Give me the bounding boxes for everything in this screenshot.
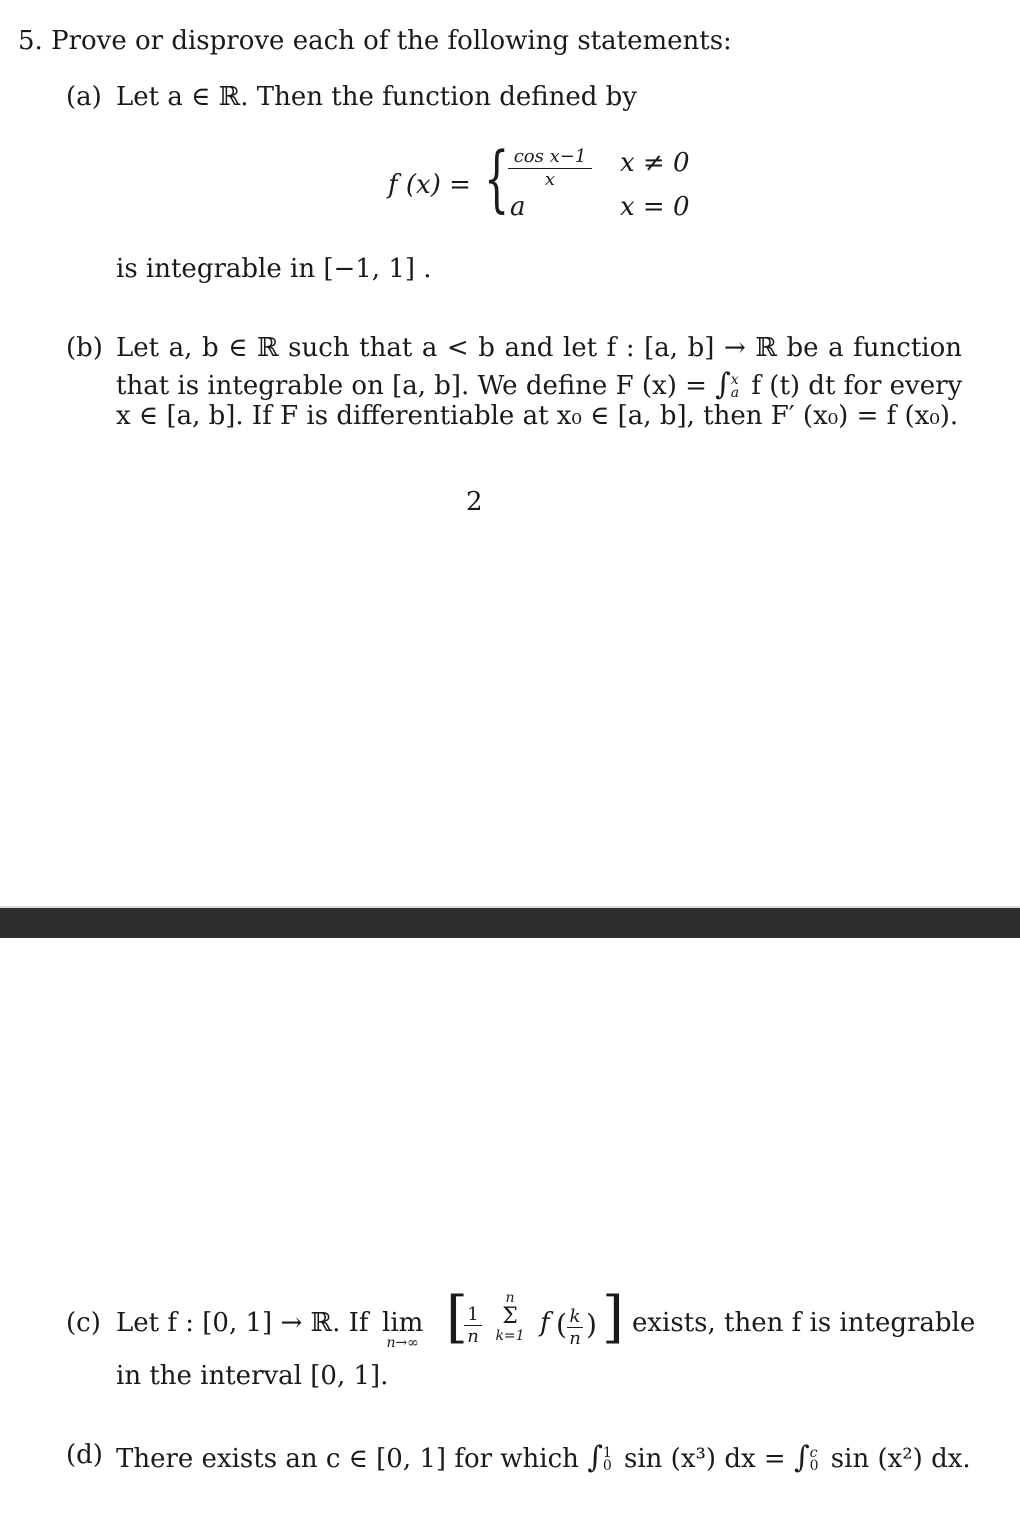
one-over-n [464, 1304, 482, 1347]
case2-condition: x = 0 [620, 192, 690, 222]
k-over-n [567, 1306, 583, 1349]
case1-denominator: x [544, 169, 556, 190]
case1-numerator: cos x−1 [508, 146, 592, 169]
paren-close: ) [586, 1308, 597, 1341]
part-b-line1: Let a, b ∈ ℝ such that a < b and let f : [a, b] → ℝ be a function [116, 333, 962, 363]
limit-operator [382, 1308, 423, 1351]
k-over-n-num: k [567, 1306, 583, 1328]
integral-sign: ∫ [715, 367, 731, 402]
sum-function: f [540, 1308, 550, 1338]
part-a-outro: is integrable in [−1, 1] . [116, 254, 432, 284]
part-d-line [116, 1440, 971, 1476]
part-c-line2: in the interval [0, 1]. [116, 1361, 389, 1391]
part-c-pre: Let f : [0, 1] → ℝ. If [116, 1308, 369, 1338]
integral2-sign: ∫ [793, 1440, 810, 1475]
part-b-line3: x ∈ [a, b]. If F is differentiable at x₀ ∈ [a, b], then F′ (x₀) = f (x₀). [116, 401, 959, 431]
k-over-n-den: n [569, 1328, 581, 1349]
piecewise-brace: { [484, 136, 510, 220]
integral-lower: a [730, 385, 740, 401]
part-d-pre: There exists an c ∈ [0, 1] for which [116, 1444, 579, 1474]
integral2-upper: c [809, 1445, 818, 1462]
paren-open: ( [556, 1308, 567, 1341]
right-bracket: ] [602, 1285, 624, 1350]
left-bracket: [ [446, 1285, 468, 1350]
part-c-label: (c) [66, 1308, 101, 1338]
case1-condition: x ≠ 0 [620, 148, 690, 178]
case1-fraction [508, 146, 592, 190]
sum-upper: n [505, 1290, 515, 1306]
one-over-n-den: n [467, 1326, 479, 1347]
part-b-line2 [116, 367, 962, 403]
limit-subscript: n→∞ [386, 1335, 419, 1352]
one-over-n-num: 1 [464, 1304, 482, 1326]
integral1-upper: 1 [602, 1445, 612, 1462]
piecewise-lhs: f (x) = [388, 170, 471, 200]
integral1-lower: 0 [602, 1458, 612, 1474]
summation [490, 1290, 530, 1344]
case2-value: a [510, 192, 526, 222]
part-b-label: (b) [66, 333, 103, 363]
part-d-label: (d) [66, 1440, 103, 1470]
part-c-post: exists, then f is integrable [632, 1308, 976, 1338]
problem-heading: 5. Prove or disprove each of the following statements: [18, 26, 732, 56]
part-a-label: (a) [66, 82, 102, 112]
page-number: 2 [466, 487, 483, 517]
sigma-icon: Σ [502, 1304, 518, 1329]
part-b-line2-post: f (t) dt for every [751, 371, 963, 401]
integral2-lower: 0 [809, 1458, 819, 1474]
integral1-sign: ∫ [587, 1440, 603, 1475]
part-a-intro: Let a ∈ ℝ. Then the function defined by [116, 82, 637, 112]
limit-text: lim [382, 1308, 424, 1338]
part-d-mid: sin (x³) dx = [624, 1444, 786, 1474]
page-divider [0, 906, 1020, 938]
part-b-line2-pre: that is integrable on [a, b]. We define F (x) = [116, 371, 707, 401]
sum-lower: k=1 [495, 1328, 525, 1344]
integral-upper: x [730, 372, 739, 389]
part-d-post: sin (x²) dx. [830, 1444, 971, 1474]
